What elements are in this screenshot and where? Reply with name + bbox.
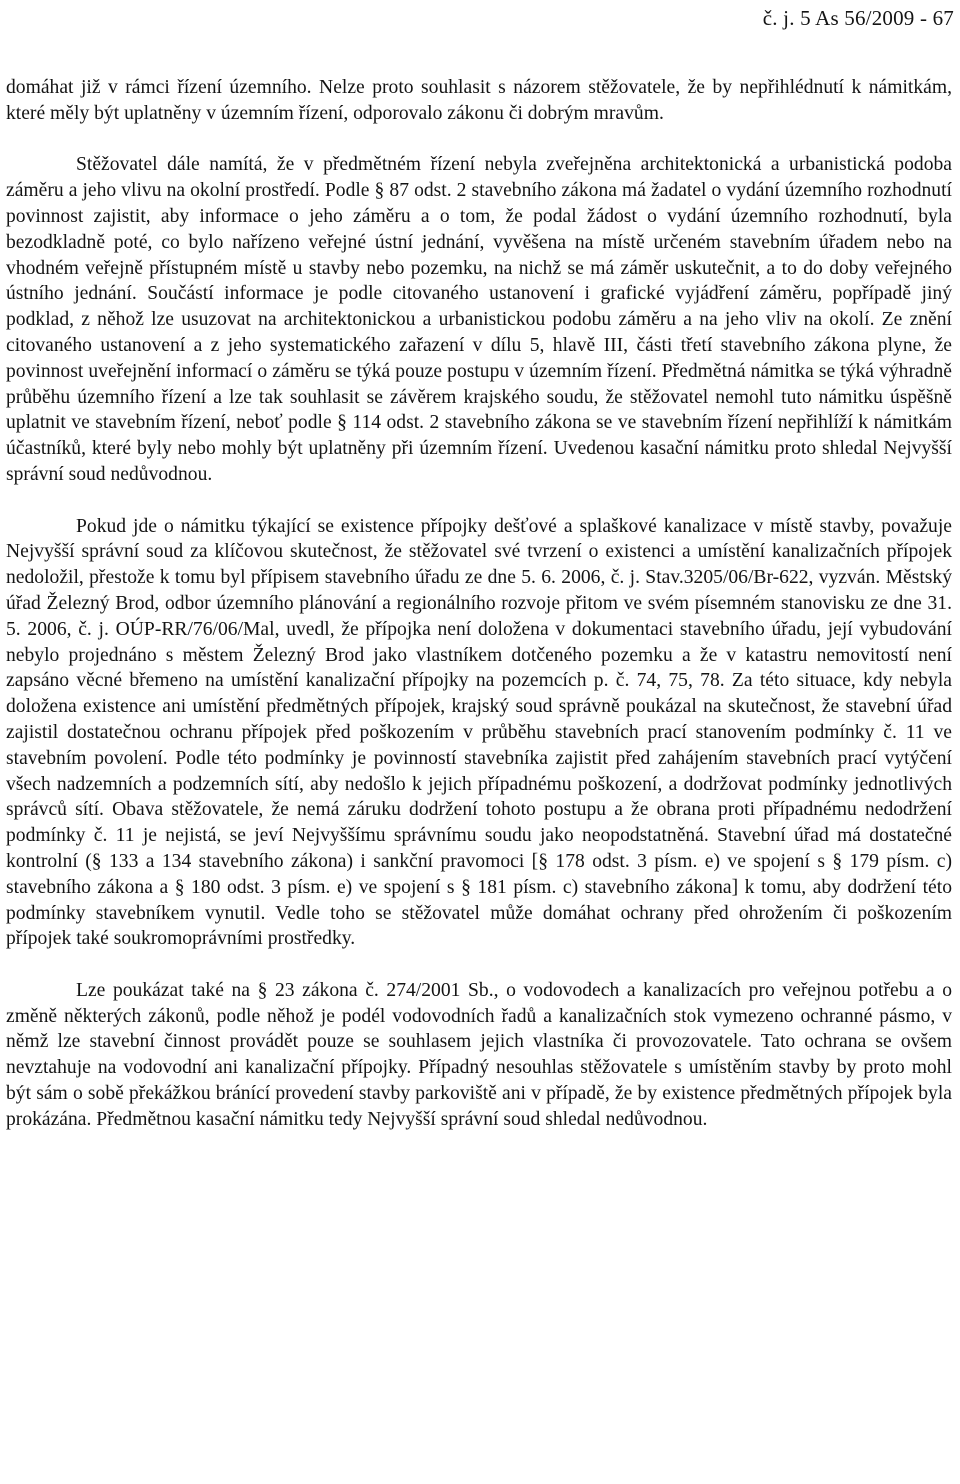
paragraph-architectural-objection: Stěžovatel dále namítá, že v předmětném řízení nebyla zveřejněna architektonická a urbanistická podoba záměru a jeho vlivu na okolní prostředí. Podle § 87 odst. 2 stavebního zákona má žadatel o vydání územního rozhodnutí povinnost zajistit, aby informace o jeho záměru a o tom, že podal žádost o vydání územního rozhodnutí, byla bezodkladně poté, co bylo nařízeno veřejné ústní jednání, vyvěšena na místě určeném stavebním úřadem nebo na vhodném veřejně přístupném místě u stavby nebo pozemku, na nichž se má záměr uskutečnit, a to do doby veřejného ústního jednání. Součástí informace je podle citovaného ustanovení i grafické vyjádření záměru, popřípadě jiný podklad, z něhož lze usuzovat na architektonickou a urbanistickou podobu záměru a na jeho vliv na okolí. Ze znění citovaného ustanovení a z jeho systematického zařazení v dílu 5, hlavě III, části třetí stavebního zákona plyne, že povinnost uveřejnění informací o záměru se týká pouze postupu v územním řízení. Předmětná námitka se týká výhradně průběhu územního řízení a lze tak souhlasit se závěrem krajského soudu, že stěžovatel nemohl tuto námitku úspěšně uplatnit ve stavebním řízení, neboť podle § 114 odst. 2 stavebního zákona se ve stavebním řízení nepřihlíží k námitkám účastníků, které byly nebo mohly být uplatněny při územním řízení. Uvedenou kasační námitku proto shledal Nejvyšší správní soud nedůvodnou. <box>6 154 952 485</box>
paragraph-continuation: domáhat již v rámci řízení územního. Nelze proto souhlasit s názorem stěžovatele, že by nepřihlédnutí k námitkám, které měly být uplatněny v územním řízení, odporovalo zákonu či dobrým mravům. <box>6 77 952 124</box>
paragraph-water-law-reference: Lze poukázat také na § 23 zákona č. 274/2001 Sb., o vodovodech a kanalizacích pro veřejnou potřebu a o změně některých zákonů, podle něhož je podél vodovodních řadů a kanalizačních stok vymezeno ochranné pásmo, v němž lze stavební činnost provádět pouze se souhlasem jejich vlastníka či provozovatele. Tato ochrana se ovšem nevztahuje na vodovodní ani kanalizační přípojky. Případný nesouhlas stěžovatele s umístěním stavby by proto mohl být sám o sobě překážkou bránící provedení stavby parkoviště ani v případě, že by existence předmětných přípojek byla prokázána. Předmětnou kasační námitku tedy Nejvyšší správní soud shledal nedůvodnou. <box>6 979 952 1130</box>
document-body <box>6 75 952 1133</box>
case-reference: č. j. 5 As 56/2009 - 67 <box>762 6 954 30</box>
paragraph-sewer-connection-objection: Pokud jde o námitku týkající se existence přípojky dešťové a splaškové kanalizace v místě stavby, považuje Nejvyšší správní soud za klíčovou skutečnost, že stěžovatel své tvrzení o existenci a umístění kanalizačních přípojek nedoložil, přestože k tomu byl přípisem stavebního úřadu ze dne 5. 6. 2006, č. j. Stav.3205/06/Br-622, vyzván. Městský úřad Železný Brod, odbor územního plánování a regionálního rozvoje přitom ve svém písemném stanovisku ze dne 31. 5. 2006, č. j. OÚP-RR/76/06/Mal, uvedl, že přípojka není doložena v dokumentaci stavebního úřadu, její vybudování nebylo projednáno s městem Železný Brod jako vlastníkem dotčeného pozemku a že v katastru nemovitostí není zapsáno věcné břemeno na umístění kanalizační přípojky na pozemcích p. č. 74, 75, 78. Za této situace, kdy nebyla doložena existence ani umístění předmětných přípojek, krajský soud správně poukázal na skutečnost, že stavební úřad zajistil dostatečnou ochranu přípojek před poškozením v průběhu stavebních prací stanovením podmínky č. 11 ve stavebním povolení. Podle této podmínky je povinností stavebníka zajistit před zahájením stavebních prací vytýčení všech nadzemních a podzemních sítí, aby nedošlo k jejich případnému poškození, a dodržovat podmínky jednotlivých správců sítí. Obava stěžovatele, že nemá záruku dodržení tohoto postupu a že obrana proti případnému nedodržení podmínky č. 11 je nejistá, se jeví Nejvyššímu správnímu soudu jako neopodstatněná. Stavební úřad má dostatečné kontrolní (§ 133 a 134 stavebního zákona) i sankční pravomoci [§ 178 odst. 3 písm. e) ve spojení s § 179 písm. c) stavebního zákona a § 180 odst. 3 písm. e) ve spojení s § 181 písm. c) stavebního zákona] k tomu, aby dodržení této podmínky stavebníkem vynutil. Vedle toho se stěžovatel může domáhat ochrany před ohrožením či poškozením přípojek také soukromoprávními prostředky. <box>6 515 952 950</box>
